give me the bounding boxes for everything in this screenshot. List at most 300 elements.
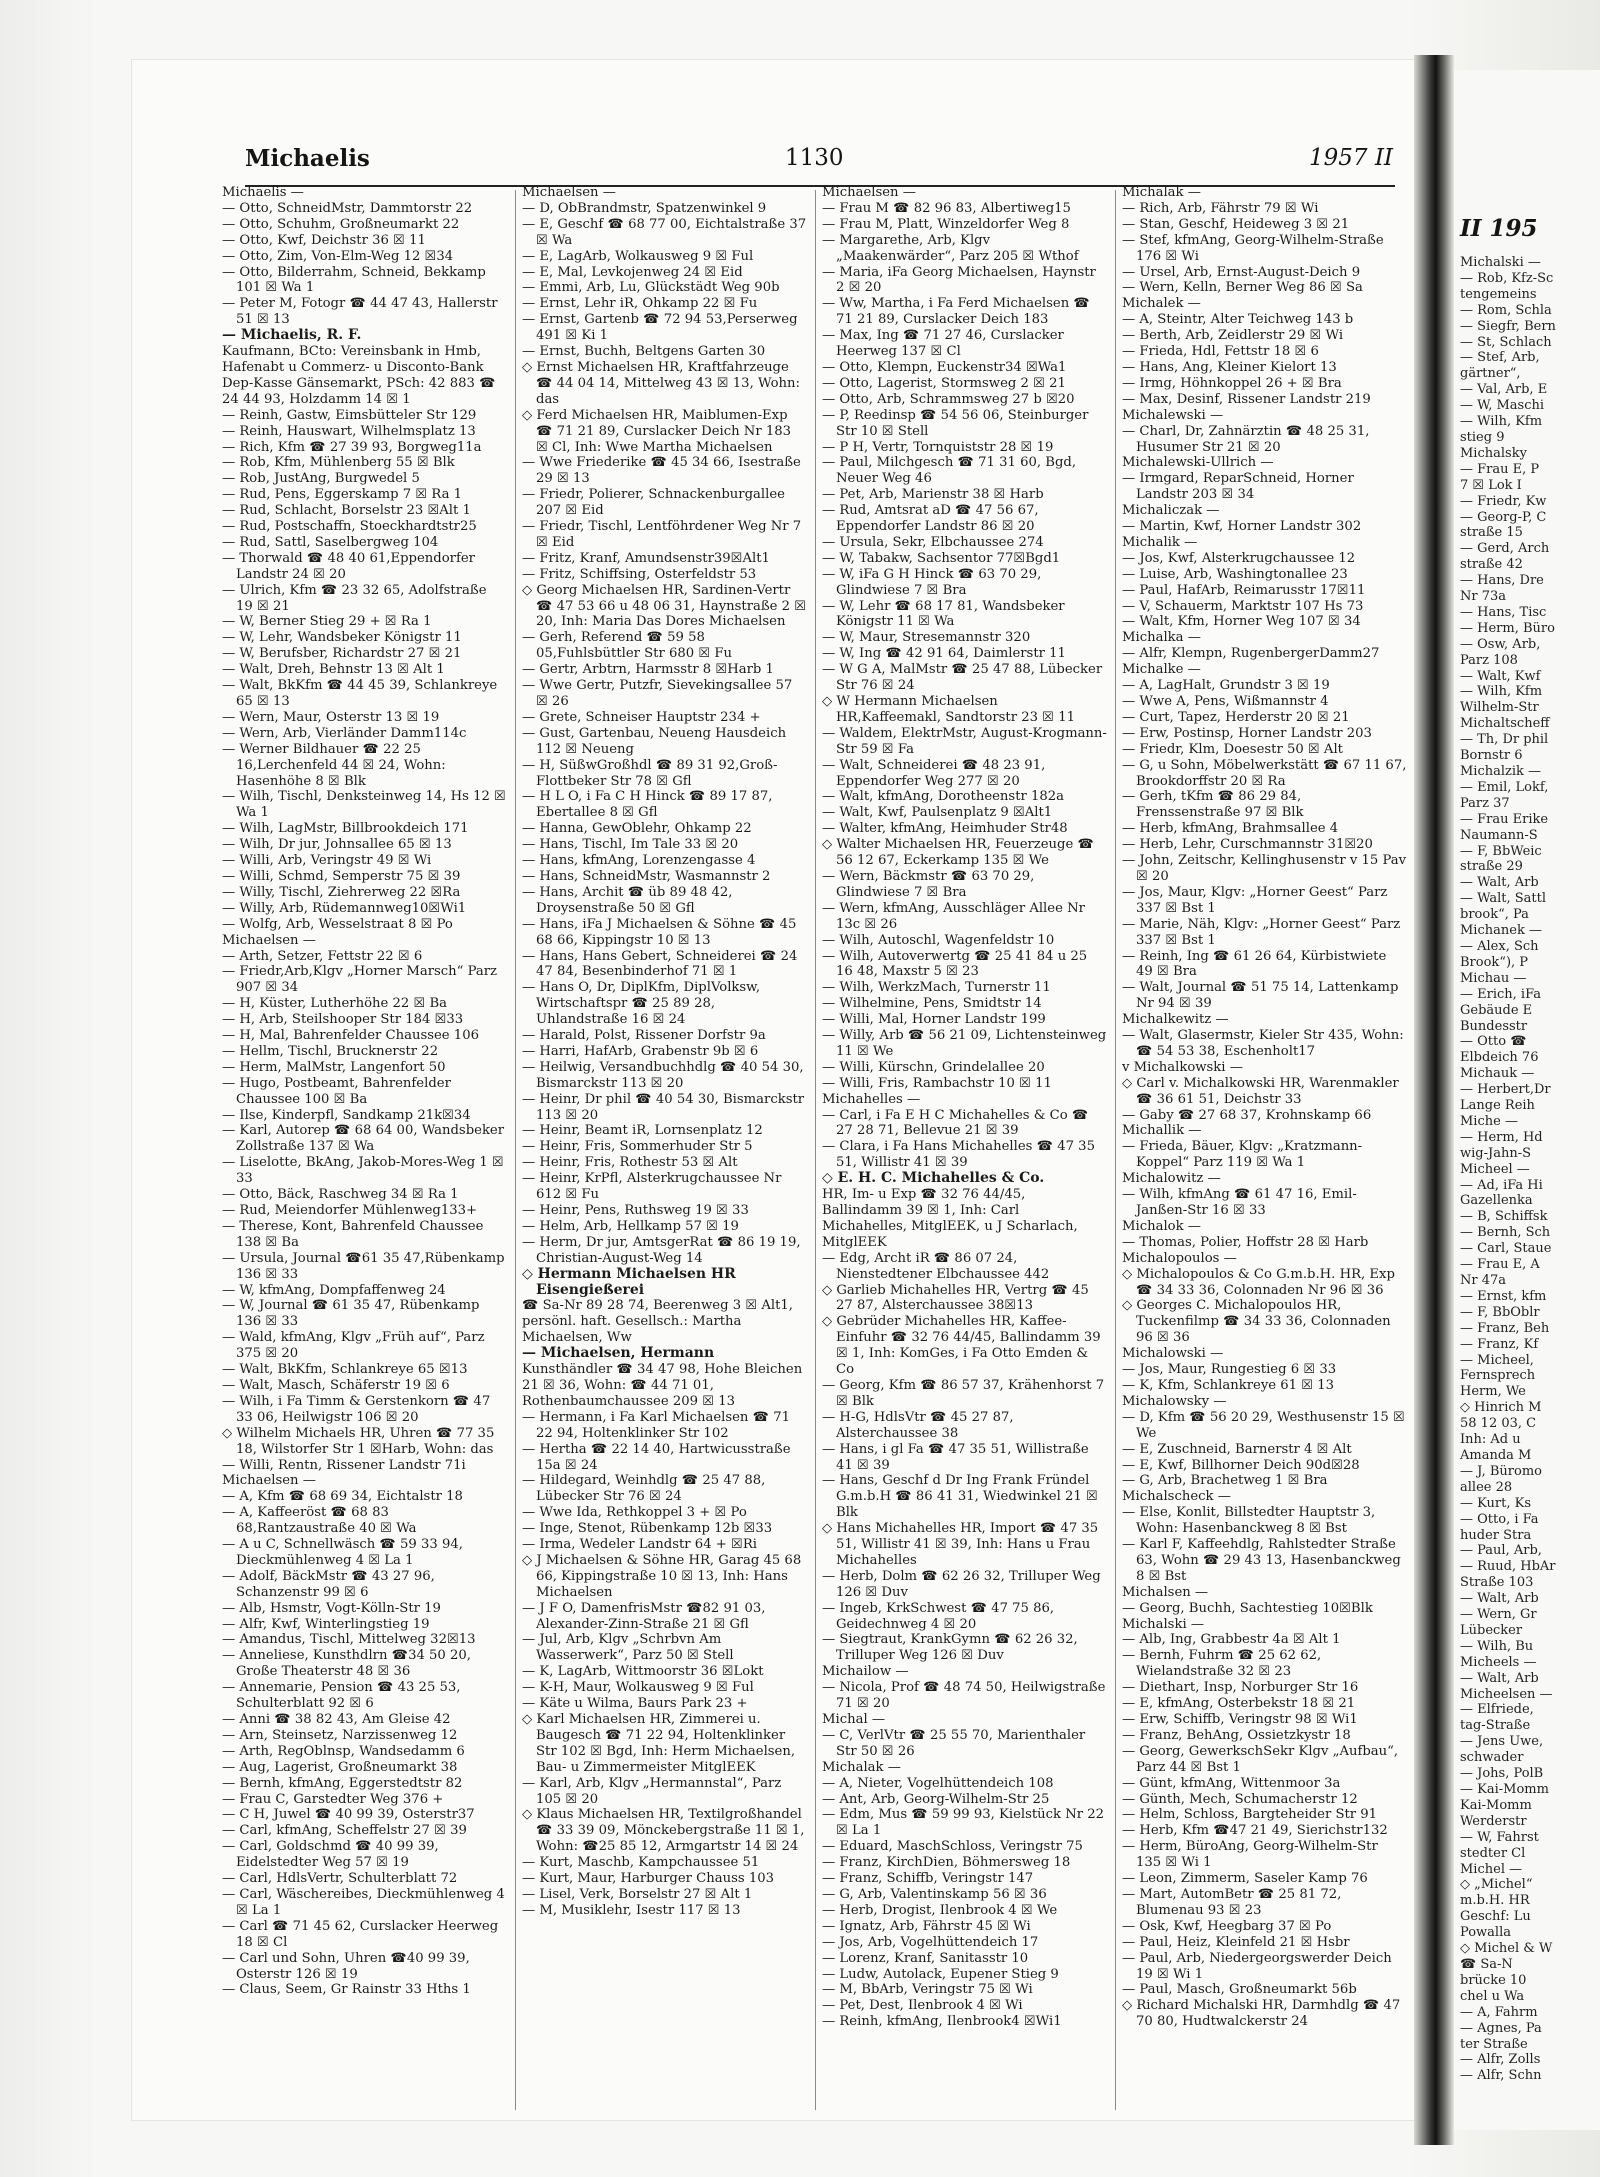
directory-entry: — Edg, Archt iR ☎ 86 07 24, Nienstedtener Elbchaussee 442 <box>822 1250 1050 1282</box>
next-page-line: Michel — <box>1460 1861 1523 1877</box>
directory-entry: — Rob, Kfm, Mühlenberg 55 ☒ Blk <box>222 455 455 471</box>
next-page-line: Wilhelm-Str <box>1460 700 1539 716</box>
directory-entry: — Gertr, Arbtrn, Harmsstr 8 ☒Harb 1 <box>522 662 774 678</box>
directory-entry: ☎ Sa-Nr 89 28 74, Beerenweg 3 ☒ Alt1, persönl. haft. Gesellsch.: Martha Michaelsen, Ww <box>522 1298 793 1346</box>
directory-entry: — Thorwald ☎ 48 40 61,Eppendorfer Landstr 24 ☒ 20 <box>222 550 475 582</box>
next-page-line: 58 12 03, C <box>1460 1416 1537 1432</box>
next-page-line: — Walt, Arb <box>1460 875 1539 891</box>
next-page-line: Bundesstr <box>1460 1018 1528 1034</box>
directory-entry: ◇ Carl v. Michalkowski HR, Warenmakler ☎ 36 61 51, Deichstr 33 <box>1122 1075 1399 1107</box>
directory-entry: — A, Nieter, Vogelhüttendeich 108 <box>822 1775 1054 1791</box>
directory-entry: — Liselotte, BkAng, Jakob-Mores-Weg 1 ☒ 33 <box>222 1155 504 1187</box>
directory-entry: — H-G, HdlsVtr ☎ 45 27 87, Alsterchaussee 38 <box>822 1409 1014 1441</box>
directory-entry: — Herb, Kfm ☎47 21 49, Sierichstr132 <box>1122 1823 1388 1839</box>
next-page-line: Michalzik — <box>1460 764 1542 779</box>
directory-entry: Michaelsen — <box>522 185 616 200</box>
next-page-line: Parz 37 <box>1460 795 1510 811</box>
directory-entry: — Käte u Wilma, Baurs Park 23 + <box>522 1696 748 1712</box>
directory-entry: — Walt, Kfm, Horner Weg 107 ☒ 34 <box>1122 614 1361 630</box>
directory-entry: — Reinh, Ing ☎ 61 26 64, Kürbistwiete 49 ☒ Bra <box>1122 948 1387 980</box>
directory-entry: — Paul, Heiz, Kleinfeld 21 ☒ Hsbr <box>1122 1934 1350 1950</box>
directory-entry: — Diethart, Insp, Norburger Str 16 <box>1122 1680 1359 1696</box>
directory-entry: Michalkewitz — <box>1122 1012 1229 1028</box>
directory-entry: — Pet, Dest, Ilenbrook 4 ☒ Wi <box>822 1998 1023 2014</box>
next-page-line: stedter Cl <box>1460 1845 1526 1861</box>
directory-entry: — Thomas, Polier, Hoffstr 28 ☒ Harb <box>1122 1234 1369 1250</box>
directory-entry: — Ulrich, Kfm ☎ 23 32 65, Adolfstraße 19 ☒ 21 <box>222 582 487 614</box>
next-page-line: Straße 103 <box>1460 1575 1534 1591</box>
directory-entry: Michailow — <box>822 1664 909 1680</box>
next-page-line: Michau — <box>1460 970 1527 986</box>
next-page-line: — Gerd, Arch <box>1460 541 1550 557</box>
directory-entry: — Paul, Masch, Großneumarkt 56b <box>1122 1982 1357 1998</box>
directory-entry: — Karl, Autorep ☎ 68 64 00, Wandsbeker Zollstraße 137 ☒ Wa <box>222 1123 505 1155</box>
directory-entry: ◇ Michalopoulos & Co G.m.b.H. HR, Exp ☎ 34 33 36, Colonnaden Nr 96 ☒ 36 <box>1122 1266 1395 1298</box>
directory-entry: — Karl F, Kaffeehdlg, Rahlstedter Straße 63, Wohn ☎ 29 43 13, Hasenbanckweg 8 ☒ Bst <box>1122 1537 1401 1584</box>
directory-entry: — Herm, MalMstr, Langenfort 50 <box>222 1059 446 1075</box>
directory-entry: — Ignatz, Arb, Fährstr 45 ☒ Wi <box>822 1918 1031 1934</box>
next-page-line: stieg 9 <box>1460 429 1505 445</box>
next-page-line: — Emil, Lokf, <box>1460 779 1549 795</box>
directory-entry: — Carl, Wäschereibes, Dieckmühlenweg 4 ☒ La 1 <box>222 1886 505 1918</box>
directory-entry: — Wilh, Autoschl, Wagenfeldstr 10 <box>822 932 1055 948</box>
next-page-line: — Walt, Arb <box>1460 1670 1539 1686</box>
next-page-line: Amanda M <box>1460 1447 1532 1463</box>
directory-entry: — Herb, kfmAng, Brahmsallee 4 <box>1122 821 1339 837</box>
next-page-line: — Friedr, Kw <box>1460 493 1547 509</box>
directory-entry: — K-H, Maur, Wolkausweg 9 ☒ Ful <box>522 1680 754 1696</box>
directory-entry: — K, LagArb, Wittmoorstr 36 ☒Lokt <box>522 1664 764 1680</box>
next-page-line: — Alex, Sch <box>1460 938 1539 954</box>
directory-entry: — Walt, Masch, Schäferstr 19 ☒ 6 <box>222 1377 450 1393</box>
directory-entry: — Max, Ing ☎ 71 27 46, Curslacker Heerweg 137 ☒ Cl <box>822 328 1064 360</box>
directory-entry: — Leon, Zimmerm, Saseler Kamp 76 <box>1122 1871 1368 1887</box>
directory-entry: — Wilh, LagMstr, Billbrookdeich 171 <box>222 821 469 837</box>
directory-entry: — Luise, Arb, Washingtonallee 23 <box>1122 566 1348 582</box>
directory-entry: — Franz, KirchDien, Böhmersweg 18 <box>822 1855 1071 1871</box>
directory-entry: — Willi, Rentn, Rissener Landstr 71i <box>222 1457 466 1473</box>
next-page-line: — Walt, Kwf <box>1460 668 1541 684</box>
directory-entry: — Hans, Tischl, Im Tale 33 ☒ 20 <box>522 837 739 853</box>
next-page-line: — Rob, Kfz-Sc <box>1460 270 1554 286</box>
directory-entry: — Otto, Klempn, Euckenstr34 ☒Wa1 <box>822 359 1067 375</box>
directory-entry: Michalowsky — <box>1122 1393 1227 1409</box>
directory-entry: Michalka — <box>1122 630 1201 646</box>
directory-entry: — Hans, Ang, Kleiner Kielort 13 <box>1122 359 1337 375</box>
directory-entry: — Emmi, Arb, Lu, Glückstädt Weg 90b <box>522 280 780 296</box>
next-page-line: — Franz, Kf <box>1460 1336 1539 1352</box>
directory-entry: — Ant, Arb, Georg-Wilhelm-Str 25 <box>822 1791 1050 1807</box>
next-page-line: — Val, Arb, E <box>1460 382 1548 398</box>
next-page-line: chel u Wa <box>1460 1988 1525 2004</box>
directory-entry: — Willi, Fris, Rambachstr 10 ☒ 11 <box>822 1075 1052 1091</box>
directory-entry: — Aug, Lagerist, Großneumarkt 38 <box>222 1759 458 1775</box>
next-page-line: Michanek — <box>1460 923 1542 939</box>
directory-entry: — C H, Juwel ☎ 40 99 39, Osterstr37 <box>222 1807 475 1823</box>
directory-entry: ◇ W Hermann Michaelsen HR,Kaffeemakl, Sandtorstr 23 ☒ 11 <box>822 694 1075 725</box>
directory-entry: — Walter, kfmAng, Heimhuder Str48 <box>822 821 1068 837</box>
directory-entry: — Kurt, Maschb, Kampchaussee 51 <box>522 1855 760 1871</box>
directory-entry: — Rud, Schlacht, Borselstr 23 ☒Alt 1 <box>222 503 471 519</box>
directory-entry: — E, kfmAng, Osterbekstr 18 ☒ 21 <box>1122 1696 1356 1712</box>
directory-entry: — E, LagArb, Wolkausweg 9 ☒ Ful <box>522 248 754 264</box>
directory-entry: — P, Reedinsp ☎ 54 56 06, Steinburger Str 10 ☒ Stell <box>822 407 1089 439</box>
directory-entry: — Wern, kfmAng, Ausschläger Allee Nr 13c ☒ 26 <box>822 900 1085 932</box>
directory-entry: — Wilh, kfmAng ☎ 61 47 16, Emil-Janßen-Str 16 ☒ 33 <box>1122 1187 1357 1218</box>
directory-entry: — Peter M, Fotogr ☎ 44 47 43, Hallerstr 51 ☒ 13 <box>222 296 498 328</box>
directory-entry: — Nicola, Prof ☎ 48 74 50, Heilwigstraße 71 ☒ 20 <box>822 1680 1106 1712</box>
directory-entry: — Lorenz, Kranf, Sanitasstr 10 <box>822 1950 1029 1966</box>
directory-entry: Michal — <box>822 1712 886 1727</box>
next-page-line: allee 28 <box>1460 1479 1513 1495</box>
directory-entry: — Grete, Schneiser Hauptstr 234 + <box>522 709 761 725</box>
directory-entry: — A, Steintr, Alter Teichweg 143 b <box>1122 312 1354 328</box>
directory-entry: HR, Im- u Exp ☎ 32 76 44/45, Ballindamm 39 ☒ 1, Inh: Carl Michahelles, MitglEEK, u J Scharlach, MitglEEK <box>822 1187 1078 1250</box>
directory-entry: Michalsen — <box>1122 1584 1209 1600</box>
directory-entry: — Ursula, Sekr, Elbchaussee 274 <box>822 534 1044 550</box>
directory-entry: — Walt, Kwf, Paulsenplatz 9 ☒Alt1 <box>822 805 1053 821</box>
running-head-right: 1957 II <box>1308 145 1393 171</box>
directory-entry: — Carl, HdlsVertr, Schulterblatt 72 <box>222 1871 458 1887</box>
directory-entry: — Walt, BkKfm ☎ 44 45 39, Schlankreye 65 ☒ 13 <box>222 678 498 709</box>
directory-entry: — J F O, DamenfrisMstr ☎82 91 03, Alexander-Zinn-Straße 21 ☒ Gfl <box>522 1600 766 1632</box>
next-page-line: Nr 47a <box>1460 1273 1507 1288</box>
next-page-line: m.b.H. HR <box>1460 1893 1530 1909</box>
next-page-line: — St, Schlach <box>1460 334 1552 350</box>
directory-entry: — Stan, Geschf, Heideweg 3 ☒ 21 <box>1122 216 1350 232</box>
directory-entry: — M, Musiklehr, Isestr 117 ☒ 13 <box>522 1902 741 1918</box>
directory-entry: — Otto, Schuhm, Großneumarkt 22 <box>222 216 460 232</box>
directory-entry: — M, BbArb, Veringstr 75 ☒ Wi <box>822 1982 1033 1998</box>
directory-entry: — Gaby ☎ 27 68 37, Krohnskamp 66 <box>1122 1107 1372 1123</box>
page-header <box>245 145 1395 187</box>
directory-entry: — Frieda, Bäuer, Klgv: „Kratzmann-Koppel“ Parz 119 ☒ Wa 1 <box>1122 1139 1363 1171</box>
directory-entry: — V, Schauerm, Marktstr 107 Hs 73 <box>1122 598 1364 614</box>
directory-entry: — Berth, Arb, Zeidlerstr 29 ☒ Wi <box>1122 328 1344 344</box>
directory-entry: ◇ Gebrüder Michahelles HR, Kaffee-Einfuhr ☎ 32 76 44/45, Ballindamm 39 ☒ 1, Inh: KomGes, i Fa Otto Emden & Co <box>822 1314 1101 1378</box>
directory-entry: — Charl, Dr, Zahnärztin ☎ 48 25 31, Husumer Str 21 ☒ 20 <box>1122 423 1370 455</box>
next-page-line: — Ruud, HbAr <box>1460 1559 1556 1575</box>
directory-entry: ◇ Klaus Michaelsen HR, Textilgroßhandel ☎ 33 39 09, Mönckebergstraße 11 ☒ 1, Wohn: ☎25 85 12, Armgartstr 14 ☒ 24 <box>522 1807 805 1855</box>
next-page-line: Naumann-S <box>1460 827 1538 843</box>
directory-entry: — H, Mal, Bahrenfelder Chaussee 106 <box>222 1028 479 1044</box>
next-page-line: Parz 108 <box>1460 652 1518 668</box>
directory-entry: — Heinr, Fris, Sommerhuder Str 5 <box>522 1139 753 1155</box>
directory-entry: — W, Ing ☎ 42 91 64, Daimlerstr 11 <box>822 646 1066 662</box>
directory-entry: Michaliczak — <box>1122 503 1220 519</box>
directory-entry: — Kurt, Maur, Harburger Chauss 103 <box>522 1871 775 1887</box>
directory-entry: — Else, Konlit, Billstedter Hauptstr 3, Wohn: Hasenbanckweg 8 ☒ Bst <box>1122 1505 1376 1537</box>
column-4 <box>1122 185 1407 2115</box>
directory-entry: ◇ Ferd Michaelsen HR, Maiblumen-Exp ☎ 71 21 89, Curslacker Deich Nr 183 ☒ Cl, Inh: Wwe Martha Michaelsen <box>522 407 792 455</box>
directory-entry: — Inge, Stenot, Rübenkamp 12b ☒33 <box>522 1521 773 1537</box>
directory-entry: Kaufmann, BCto: Vereinsbank in Hmb, Hafenabt u Commerz- u Disconto-Bank Dep-Kasse Gänsemarkt, PSch: 42 883 ☎ 24 44 93, Holzdamm 14 ☒ 1 <box>222 344 496 407</box>
directory-entry: — G, u Sohn, Möbelwerkstätt ☎ 67 11 67, Brookdorffstr 20 ☒ Ra <box>1122 757 1407 789</box>
directory-entry: — Heinr, KrPfl, Alsterkrugchaussee Nr 612 ☒ Fu <box>522 1171 782 1203</box>
next-page-line: Nr 73a <box>1460 589 1507 605</box>
directory-entry: — Annemarie, Pension ☎ 43 25 53, Schulterblatt 92 ☒ 6 <box>222 1680 461 1712</box>
next-page-line: Brook“), P <box>1460 954 1529 970</box>
directory-entry: — A u C, Schnellwäsch ☎ 59 33 94, Dieckmühlenweg 4 ☒ La 1 <box>222 1537 463 1568</box>
directory-entry: ◇ Georg Michaelsen HR, Sardinen-Vertr ☎ 47 53 66 u 48 06 31, Haynstraße 2 ☒ 20, Inh: Maria Das Dores Michaelsen <box>522 582 807 630</box>
next-page-line: 7 ☒ Lok I <box>1460 477 1522 493</box>
directory-entry: — Otto, Arb, Schrammsweg 27 b ☒20 <box>822 391 1075 407</box>
directory-entry: — Günth, Mech, Schumacherstr 12 <box>1122 1791 1358 1807</box>
directory-entry: — Karl, Arb, Klgv „Hermannstal“, Parz 105 ☒ 20 <box>522 1775 782 1807</box>
directory-entry: — W, Lehr ☎ 68 17 81, Wandsbeker Königstr 11 ☒ Wa <box>822 598 1065 630</box>
next-page-line: Michalsky <box>1460 445 1527 461</box>
directory-entry: — Hertha ☎ 22 14 40, Hartwicusstraße 15a ☒ 24 <box>522 1441 791 1473</box>
directory-entry: — Rud, Postschaffn, Stoeckhardtstr25 <box>222 519 477 535</box>
next-page-line: — Rom, Schla <box>1460 302 1552 318</box>
directory-entry: — Jos, Maur, Rungestieg 6 ☒ 33 <box>1122 1362 1337 1378</box>
directory-entry: — Friedr,Arb,Klgv „Horner Marsch“ Parz 907 ☒ 34 <box>222 964 497 996</box>
next-page-line: gärtner“, <box>1460 366 1521 382</box>
directory-entry: — Walt, Schneiderei ☎ 48 23 91, Eppendorfer Weg 277 ☒ 20 <box>822 757 1046 789</box>
directory-entry: — Irma, Wedeler Landstr 64 + ☒Ri <box>522 1537 757 1553</box>
directory-entry: — Rud, Pens, Eggerskamp 7 ☒ Ra 1 <box>222 487 463 503</box>
directory-entry: Michalowski — <box>1122 1346 1224 1362</box>
directory-entry: — Irmg, Höhnkoppel 26 + ☒ Bra <box>1122 375 1342 391</box>
directory-entry: — Mart, AutomBetr ☎ 25 81 72, Blumenau 93 ☒ 23 <box>1122 1886 1342 1918</box>
directory-entry: — Ludw, Autolack, Eupener Stieg 9 <box>822 1966 1059 1982</box>
next-page-line: — F, BbWeic <box>1460 843 1542 859</box>
directory-entry: — Carl ☎ 71 45 62, Curslacker Heerweg 18 ☒ Cl <box>222 1918 499 1950</box>
directory-entry: — Curt, Tapez, Herderstr 20 ☒ 21 <box>1122 709 1350 725</box>
next-page-line: ☎ Sa-N <box>1460 1956 1513 1972</box>
next-page-line: — Ernst, kfm <box>1460 1288 1547 1304</box>
next-page-line: Kai-Momm <box>1460 1797 1532 1813</box>
directory-entry: — Wald, kfmAng, Klgv „Früh auf“, Parz 375 ☒ 20 <box>222 1330 485 1362</box>
directory-entry: — E, Mal, Levkojenweg 24 ☒ Eid <box>522 264 743 280</box>
directory-entry: ◇ J Michaelsen & Söhne HR, Garag 45 68 66, Kippingstraße 10 ☒ 13, Inh: Hans Michaelsen <box>522 1552 802 1600</box>
directory-entry: — Anni ☎ 38 82 43, Am Gleise 42 <box>222 1712 451 1727</box>
next-page-line: — Wilh, Kfm <box>1460 414 1543 430</box>
directory-entry: Michalowitz — <box>1122 1171 1221 1187</box>
next-page-line: Michauk — <box>1460 1066 1535 1082</box>
next-page-line: Bornstr 6 <box>1460 748 1523 764</box>
column-3 <box>822 185 1107 2115</box>
next-page-line: Herm, We <box>1460 1384 1526 1400</box>
directory-entry: Michalak — <box>822 1759 901 1775</box>
column-2 <box>522 185 807 2115</box>
directory-entry: — H, Arb, Steilshooper Str 184 ☒33 <box>222 1012 464 1028</box>
directory-entry: — Georg, GewerkschSekr Klgv „Aufbau“, Parz 44 ☒ Bst 1 <box>1122 1743 1399 1775</box>
next-page-line: Geschf: Lu <box>1460 1909 1531 1925</box>
next-page-line: Miche — <box>1460 1113 1518 1129</box>
directory-entry: — Hugo, Postbeamt, Bahrenfelder Chaussee 100 ☒ Ba <box>222 1075 451 1107</box>
directory-entry: — Maria, iFa Georg Michaelsen, Haynstr 2 ☒ 20 <box>822 264 1096 296</box>
directory-entry: ◇ Wilhelm Michaels HR, Uhren ☎ 77 35 18, Wilstorfer Str 1 ☒Harb, Wohn: das <box>222 1425 495 1457</box>
directory-entry: — D, Kfm ☎ 56 20 29, Westhusenstr 15 ☒ We <box>1122 1409 1405 1441</box>
next-page-line: — Ad, iFa Hi <box>1460 1177 1543 1193</box>
directory-entry: — Wilh, Tischl, Denksteinweg 14, Hs 12 ☒ Wa 1 <box>222 789 506 821</box>
directory-entry: — Edm, Mus ☎ 59 99 93, Kielstück Nr 22 ☒ La 1 <box>822 1807 1105 1839</box>
directory-entry: — Walt, kfmAng, Dorotheenstr 182a <box>822 789 1065 805</box>
directory-entry: — Wolfg, Arb, Wesselstraat 8 ☒ Po <box>222 916 453 932</box>
directory-entry: — Jos, Maur, Klgv: „Horner Geest“ Parz 337 ☒ Bst 1 <box>1122 884 1388 916</box>
directory-entry: — Werner Bildhauer ☎ 22 25 16,Lerchenfeld 44 ☒ 24, Wohn: Hasenhöhe 8 ☒ Blk <box>222 741 446 789</box>
next-page-line: — Th, Dr phil <box>1460 732 1549 748</box>
next-page-line: Michaltscheff <box>1460 716 1550 732</box>
directory-entry: — Hans, kfmAng, Lorenzengasse 4 <box>522 853 756 869</box>
next-page-line: — Carl, Staue <box>1460 1241 1552 1257</box>
directory-entry: — Wern, Bäckmstr ☎ 63 70 29, Glindwiese 7 ☒ Bra <box>822 868 1035 900</box>
directory-entry: — Heinr, Fris, Rothestr 53 ☒ Alt <box>522 1155 738 1171</box>
directory-entry: Michaelis — <box>222 185 304 200</box>
next-page-line: — F, BbOblr <box>1460 1304 1540 1320</box>
directory-entry: Michalek — <box>1122 296 1201 312</box>
directory-entry: ◇ Richard Michalski HR, Darmhdlg ☎ 47 70 80, Hudtwalckerstr 24 <box>1122 1998 1401 2030</box>
next-page-line: straße 15 <box>1460 525 1523 541</box>
directory-entry: Michahelles — <box>822 1091 921 1107</box>
directory-entry: — Wern, Kelln, Berner Weg 86 ☒ Sa <box>1122 280 1363 296</box>
directory-entry: — H, SüßwGroßhdl ☎ 89 31 92,Groß-Flottbeker Str 78 ☒ Gfl <box>522 757 778 789</box>
directory-entry: — Siegtraut, KrankGymn ☎ 62 26 32, Trilluper Weg 126 ☒ Duv <box>822 1632 1078 1664</box>
directory-entry: — Heilwig, Versandbuchhdlg ☎ 40 54 30, Bismarckstr 113 ☒ 20 <box>522 1059 804 1091</box>
directory-entry: — Erw, Postinsp, Horner Landstr 203 <box>1122 725 1372 741</box>
directory-entry: — Friedr, Polierer, Schnackenburgallee 207 ☒ Eid <box>522 487 785 519</box>
directory-entry: — Margarethe, Arb, Klgv „Maakenwärder“, Parz 205 ☒ Wthof <box>822 232 1079 264</box>
directory-entry: — Reinh, kfmAng, Ilenbrook4 ☒Wi1 <box>822 2014 1062 2030</box>
next-page-line: — Wern, Gr <box>1460 1607 1537 1623</box>
directory-entry: ◇ Georges C. Michalopoulos HR, Tuckenfilmp ☎ 34 33 36, Colonnaden 96 ☒ 36 <box>1122 1298 1391 1346</box>
directory-entry: — Alfr, Klempn, RugenbergerDamm27 <box>1122 646 1380 662</box>
directory-entry: — Otto, Bilderrahm, Schneid, Bekkamp 101 ☒ Wa 1 <box>222 264 486 296</box>
directory-entry: — Reinh, Gastw, Eimsbütteler Str 129 <box>222 407 477 423</box>
directory-entry: — Walt, Journal ☎ 51 75 14, Lattenkamp Nr 94 ☒ 39 <box>1122 980 1399 1012</box>
directory-entry: — Walt, Glasermstr, Kieler Str 435, Wohn: ☎ 54 53 38, Eschenholt17 <box>1122 1028 1404 1059</box>
directory-entry: Michaelsen — <box>822 185 916 200</box>
directory-entry: — Otto, Kwf, Deichstr 36 ☒ 11 <box>222 232 426 248</box>
directory-entry: — Pet, Arb, Marienstr 38 ☒ Harb <box>822 487 1044 503</box>
next-page-line: — Micheel, <box>1460 1352 1534 1368</box>
directory-entry: — Fritz, Kranf, Amundsenstr39☒Alt1 <box>522 550 770 566</box>
next-page-line: tengemeins <box>1460 286 1537 302</box>
directory-entry: — Franz, BehAng, Ossietzkystr 18 <box>1122 1727 1351 1743</box>
directory-entry: — Adolf, BäckMstr ☎ 43 27 96, Schanzenstr 99 ☒ 6 <box>222 1568 435 1600</box>
directory-entry: — Rud, Amtsrat aD ☎ 47 56 67, Eppendorfer Landstr 86 ☒ 20 <box>822 503 1039 535</box>
directory-entry: — Willi, Schmd, Semperstr 75 ☒ 39 <box>222 868 461 884</box>
directory-entry: — Friedr, Tischl, Lentföhrdener Weg Nr 7 ☒ Eid <box>522 519 802 550</box>
next-page-line: — Wilh, Kfm <box>1460 684 1543 700</box>
directory-entry: — Fritz, Schiffsing, Osterfeldstr 53 <box>522 566 757 582</box>
directory-entry: — Rich, Arb, Fährstr 79 ☒ Wi <box>1122 200 1319 216</box>
directory-entry: — Willi, Arb, Veringstr 49 ☒ Wi <box>222 853 432 869</box>
directory-entry: — Gerh, Referend ☎ 59 58 05,Fuhlsbüttler Str 680 ☒ Fu <box>522 630 732 662</box>
directory-entry: — Wilh, WerkzMach, Turnerstr 11 <box>822 980 1051 996</box>
directory-entry: — Friedr, Klm, Doesestr 50 ☒ Alt <box>1122 741 1343 757</box>
directory-entry: ◇ Hans Michahelles HR, Import ☎ 47 35 51, Willistr 41 ☒ 39, Inh: Hans u Frau Michahelles <box>822 1521 1099 1568</box>
next-page-line: — Otto ☎ <box>1460 1034 1527 1050</box>
next-page-line: straße 42 <box>1460 557 1523 573</box>
next-page-line: — Herm, Hd <box>1460 1129 1543 1145</box>
directory-entry: — Georg, Buchh, Sachtestieg 10☒Blk <box>1122 1600 1373 1616</box>
next-page-line: brücke 10 <box>1460 1972 1527 1988</box>
directory-entry: — Wwe Friederike ☎ 45 34 66, Isestraße 29 ☒ 13 <box>522 455 801 487</box>
directory-entry: Michalok — <box>1122 1218 1201 1234</box>
directory-entry: — W, Maur, Stresemannstr 320 <box>822 630 1031 646</box>
directory-entry: — Alb, Hsmstr, Vogt-Kölln-Str 19 <box>222 1600 441 1616</box>
directory-entry: — Jul, Arb, Klgv „Schrbvn Am Wasserwerk“, Parz 50 ☒ Stell <box>522 1632 734 1664</box>
directory-entry: — Lisel, Verk, Borselstr 27 ☒ Alt 1 <box>522 1886 753 1902</box>
directory-entry: — Günt, kfmAng, Wittenmoor 3a <box>1122 1775 1341 1791</box>
directory-entry: — Wwe Gertr, Putzfr, Sievekingsallee 57 ☒ 26 <box>522 678 793 709</box>
directory-entry: Kunsthändler ☎ 34 47 98, Hohe Bleichen 21 ☒ 36, Wohn: ☎ 44 71 01, Rothenbaumchaussee 209 ☒ 13 <box>522 1362 803 1409</box>
directory-entry: — Otto, Zim, Von-Elm-Weg 12 ☒34 <box>222 248 454 264</box>
directory-entry: — Hildegard, Weinhdlg ☎ 25 47 88, Lübecker Str 76 ☒ 24 <box>522 1473 766 1505</box>
directory-entry: — Otto, SchneidMstr, Dammtorstr 22 <box>222 200 473 216</box>
next-page-line: — J, Büromo <box>1460 1463 1542 1479</box>
directory-entry: — Reinh, Hauswart, Wilhelmsplatz 13 <box>222 423 476 439</box>
directory-entry: — Otto, Bäck, Raschweg 34 ☒ Ra 1 <box>222 1187 459 1203</box>
directory-entry: ◇ Hermann Michaelsen HR Eisengießerei <box>522 1265 736 1298</box>
directory-entry: — Hans O, Dr, DiplKfm, DiplVolksw, Wirtschaftspr ☎ 25 89 28, Uhlandstraße 16 ☒ 24 <box>522 980 761 1028</box>
directory-entry: — G, Arb, Valentinskamp 56 ☒ 36 <box>822 1886 1047 1902</box>
next-page-line: — Johs, PolB <box>1460 1766 1544 1782</box>
next-page-line: — Herm, Büro <box>1460 620 1555 636</box>
directory-entry: — Wern, Arb, Vierländer Damm114c <box>222 725 467 741</box>
next-page-line: — W, Fahrst <box>1460 1829 1539 1845</box>
next-page-line: Fernsprech <box>1460 1368 1536 1384</box>
directory-entry: — Carl und Sohn, Uhren ☎40 99 39, Osterstr 126 ☒ 19 <box>222 1950 470 1982</box>
next-page-line: ◇ „Michel“ <box>1460 1877 1533 1893</box>
directory-entry: — W, Berufsber, Richardstr 27 ☒ 21 <box>222 646 462 662</box>
directory-entry: — Frau C, Garstedter Weg 376 + <box>222 1791 444 1807</box>
directory-entry: — Heinr, Beamt iR, Lornsenplatz 12 <box>522 1123 763 1139</box>
directory-entry: v Michalkowski — <box>1122 1059 1243 1075</box>
next-page-line: — B, Schiffsk <box>1460 1209 1548 1225</box>
directory-entry: — W, Journal ☎ 61 35 47, Rübenkamp 136 ☒ 33 <box>222 1298 480 1330</box>
directory-entry: — Wilh, Dr jur, Johnsallee 65 ☒ 13 <box>222 837 452 853</box>
directory-entry: — Wwe Ida, Rethkoppel 3 + ☒ Po <box>522 1505 747 1521</box>
next-page-line: — Bernh, Sch <box>1460 1225 1551 1241</box>
directory-entry: — Wilh, i Fa Timm & Gerstenkorn ☎ 47 33 06, Heilwigstr 106 ☒ 20 <box>222 1393 491 1425</box>
directory-entry: ◇ Garlieb Michahelles HR, Vertrg ☎ 45 27 87, Alsterchaussee 38☒13 <box>822 1282 1089 1314</box>
next-page-line: Werderstr <box>1460 1813 1527 1829</box>
directory-entry: — W, Tabakw, Sachsentor 77☒Bgd1 <box>822 550 1061 566</box>
directory-entry: — Waldem, ElektrMstr, August-Krogmann-Str 59 ☒ Fa <box>822 725 1107 757</box>
directory-entry: — Alb, Ing, Grabbestr 4a ☒ Alt 1 <box>1122 1632 1341 1648</box>
directory-entry: — Hermann, i Fa Karl Michaelsen ☎ 71 22 94, Holtenklinker Str 102 <box>522 1409 791 1441</box>
directory-entry: — Jos, Kwf, Alsterkrugchaussee 12 <box>1122 550 1356 566</box>
directory-entry: — Clara, i Fa Hans Michahelles ☎ 47 35 51, Willistr 41 ☒ 39 <box>822 1139 1095 1171</box>
directory-entry: Michallik — <box>1122 1123 1202 1139</box>
directory-entry: — Martin, Kwf, Horner Landstr 302 <box>1122 519 1362 535</box>
directory-entry: — Hans, iFa J Michaelsen & Söhne ☎ 45 68 66, Kippingstr 10 ☒ 13 <box>522 916 797 948</box>
directory-entry: Michaelsen — <box>222 1473 316 1489</box>
next-page-line: wig-Jahn-S <box>1460 1145 1532 1161</box>
directory-entry: — Franz, Schiffb, Veringstr 147 <box>822 1871 1034 1887</box>
next-page-line: — Frau E, A <box>1460 1257 1540 1273</box>
directory-entry: — Ilse, Kinderpfl, Sandkamp 21k☒34 <box>222 1107 471 1123</box>
next-page-line: Elbdeich 76 <box>1460 1050 1539 1066</box>
next-page-line: huder Stra <box>1460 1527 1532 1543</box>
directory-entry: — P H, Vertr, Tornquiststr 28 ☒ 19 <box>822 439 1054 455</box>
directory-entry: — Otto, Lagerist, Stormsweg 2 ☒ 21 <box>822 375 1066 391</box>
next-page-line: — Walt, Arb <box>1460 1591 1539 1607</box>
directory-entry: — Harald, Polst, Rissener Dorfstr 9a <box>522 1028 766 1044</box>
directory-entry: — Wern, Maur, Osterstr 13 ☒ 19 <box>222 709 440 725</box>
directory-entry: — Max, Desinf, Rissener Landstr 219 <box>1122 391 1371 407</box>
directory-entry: Michaelsen — <box>222 932 316 948</box>
next-page-line: Lange Reih <box>1460 1098 1535 1114</box>
directory-entry: — W, kfmAng, Dompfaffenweg 24 <box>222 1282 446 1298</box>
directory-entry: — Jos, Arb, Vogelhüttendeich 17 <box>822 1934 1039 1950</box>
next-page-line: Gazellenka <box>1460 1193 1533 1209</box>
directory-entry: — Willi, Mal, Horner Landstr 199 <box>822 1012 1046 1028</box>
directory-entry: — Rud, Sattl, Saselbergweg 104 <box>222 534 439 550</box>
